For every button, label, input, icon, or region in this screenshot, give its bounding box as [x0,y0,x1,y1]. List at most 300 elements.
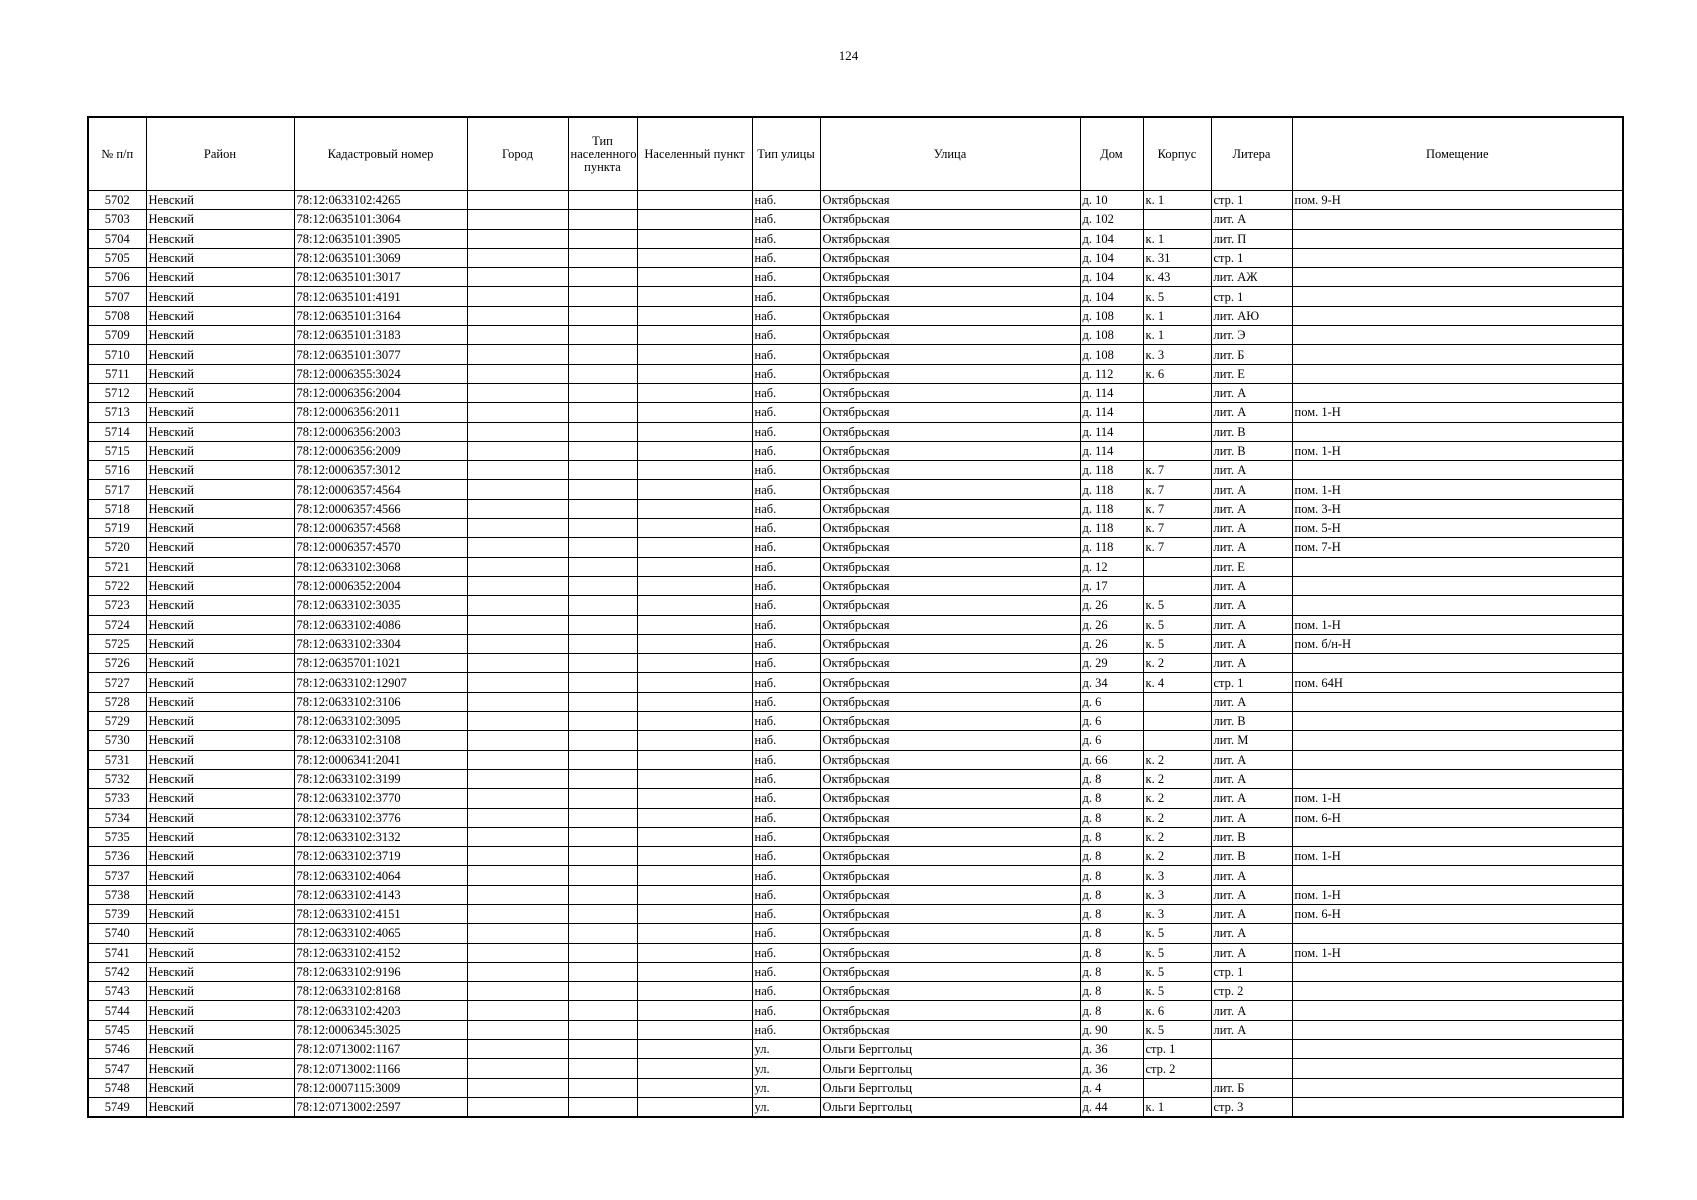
cell-index: 5744 [88,1001,146,1020]
cell-index: 5743 [88,982,146,1001]
cell-building: к. 5 [1143,596,1211,615]
cell-locality [637,519,752,538]
cell-house: д. 114 [1080,441,1143,460]
cell-house: д. 8 [1080,885,1143,904]
header-cell-premises: Помещение [1292,117,1623,191]
cell-street-type: наб. [752,210,820,229]
cell-street: Октябрьская [820,268,1080,287]
cell-district: Невский [146,403,294,422]
cell-street-type: наб. [752,750,820,769]
cell-premises [1292,1097,1623,1117]
cell-house: д. 12 [1080,557,1143,576]
cell-locality-type [568,615,637,634]
cell-locality [637,422,752,441]
cell-city [467,847,568,866]
cell-cadastral-number: 78:12:0635101:3164 [294,306,467,325]
cell-building [1143,210,1211,229]
cell-street-type: наб. [752,885,820,904]
cell-index: 5719 [88,519,146,538]
cell-locality [637,1001,752,1020]
cell-letter: лит. А [1211,538,1292,557]
cell-premises: пом. 9-Н [1292,191,1623,210]
cell-locality [637,596,752,615]
cell-index: 5722 [88,576,146,595]
table-row [88,461,1623,480]
cell-house: д. 104 [1080,229,1143,248]
cell-premises [1292,982,1623,1001]
cell-street-type: наб. [752,808,820,827]
cell-street: Октябрьская [820,403,1080,422]
cell-city [467,499,568,518]
cell-city [467,345,568,364]
cell-building: к. 2 [1143,827,1211,846]
cell-house: д. 36 [1080,1040,1143,1059]
cell-street: Октябрьская [820,306,1080,325]
cell-cadastral-number: 78:12:0633102:12907 [294,673,467,692]
cell-index: 5734 [88,808,146,827]
cell-city [467,943,568,962]
cell-premises: пом. 7-Н [1292,538,1623,557]
table-row [88,287,1623,306]
cell-locality-type [568,422,637,441]
cell-index: 5730 [88,731,146,750]
cell-locality-type [568,847,637,866]
cell-district: Невский [146,769,294,788]
cell-house: д. 8 [1080,1001,1143,1020]
table-row [88,1040,1623,1059]
cell-premises [1292,712,1623,731]
cell-premises [1292,1059,1623,1078]
cell-district: Невский [146,345,294,364]
cell-locality [637,769,752,788]
cell-letter: лит. А [1211,866,1292,885]
cell-locality-type [568,982,637,1001]
cell-city [467,557,568,576]
cell-letter: лит. АЖ [1211,268,1292,287]
cell-street-type: наб. [752,248,820,267]
cell-house: д. 10 [1080,191,1143,210]
cell-cadastral-number: 78:12:0635701:1021 [294,654,467,673]
cell-city [467,789,568,808]
cell-locality [637,538,752,557]
cell-locality [637,615,752,634]
cell-index: 5717 [88,480,146,499]
cell-locality [637,480,752,499]
cell-city [467,1097,568,1117]
cell-district: Невский [146,904,294,923]
cell-locality [637,1097,752,1117]
cell-house: д. 6 [1080,712,1143,731]
cell-index: 5733 [88,789,146,808]
cell-street-type: наб. [752,982,820,1001]
cell-locality [637,750,752,769]
cell-district: Невский [146,1020,294,1039]
table-row [88,866,1623,885]
cell-street: Октябрьская [820,1001,1080,1020]
cell-house: д. 118 [1080,538,1143,557]
cell-locality-type [568,943,637,962]
cell-locality-type [568,1040,637,1059]
cell-premises [1292,596,1623,615]
cell-city [467,904,568,923]
cell-building [1143,731,1211,750]
cell-district: Невский [146,1078,294,1097]
table-row [88,557,1623,576]
cell-letter: лит. А [1211,808,1292,827]
cell-index: 5712 [88,383,146,402]
cell-locality [637,654,752,673]
cell-locality-type [568,904,637,923]
cell-cadastral-number: 78:12:0633102:4151 [294,904,467,923]
cell-street-type: наб. [752,731,820,750]
cell-premises [1292,248,1623,267]
cell-street: Октябрьская [820,326,1080,345]
cell-premises [1292,654,1623,673]
cell-city [467,306,568,325]
table-row [88,306,1623,325]
cell-locality [637,1078,752,1097]
cell-building: к. 5 [1143,615,1211,634]
table-row [88,982,1623,1001]
cell-street: Октябрьская [820,750,1080,769]
cell-premises: пом. 5-Н [1292,519,1623,538]
cell-index: 5710 [88,345,146,364]
table-row [88,538,1623,557]
cell-street-type: наб. [752,924,820,943]
cell-cadastral-number: 78:12:0633102:4086 [294,615,467,634]
cell-house: д. 108 [1080,306,1143,325]
cell-locality [637,789,752,808]
cell-index: 5749 [88,1097,146,1117]
table-row [88,422,1623,441]
cell-cadastral-number: 78:12:0635101:3905 [294,229,467,248]
cell-street-type: наб. [752,461,820,480]
cell-locality-type [568,769,637,788]
cell-street: Октябрьская [820,615,1080,634]
cell-city [467,576,568,595]
cell-district: Невский [146,827,294,846]
cell-letter: стр. 1 [1211,287,1292,306]
cell-locality-type [568,403,637,422]
cell-street: Октябрьская [820,866,1080,885]
cell-street: Октябрьская [820,287,1080,306]
cell-street-type: наб. [752,287,820,306]
cell-street-type: наб. [752,557,820,576]
cell-index: 5741 [88,943,146,962]
cell-city [467,866,568,885]
cell-premises [1292,769,1623,788]
cell-locality [637,827,752,846]
cell-locality-type [568,924,637,943]
cell-building: к. 2 [1143,789,1211,808]
cell-building: к. 1 [1143,191,1211,210]
table-row [88,673,1623,692]
cell-house: д. 108 [1080,345,1143,364]
table-row [88,731,1623,750]
cell-index: 5728 [88,692,146,711]
cell-cadastral-number: 78:12:0006352:2004 [294,576,467,595]
cell-letter: лит. А [1211,924,1292,943]
cell-letter: лит. А [1211,403,1292,422]
table-row [88,924,1623,943]
cell-index: 5747 [88,1059,146,1078]
cell-locality [637,403,752,422]
cell-district: Невский [146,268,294,287]
cell-cadastral-number: 78:12:0006357:4570 [294,538,467,557]
cell-building [1143,692,1211,711]
table-row [88,885,1623,904]
cell-street-type: наб. [752,789,820,808]
cell-premises [1292,364,1623,383]
header-cell-locality-type: Тип населенного пункта [568,117,637,191]
cell-street-type: наб. [752,326,820,345]
cell-cadastral-number: 78:12:0633102:3776 [294,808,467,827]
cell-house: д. 26 [1080,634,1143,653]
cell-premises [1292,731,1623,750]
cell-building: к. 1 [1143,326,1211,345]
cell-street-type: ул. [752,1059,820,1078]
cell-city [467,1078,568,1097]
cell-locality [637,364,752,383]
cell-locality-type [568,383,637,402]
cell-premises: пом. 64Н [1292,673,1623,692]
cell-locality [637,248,752,267]
cell-street-type: наб. [752,519,820,538]
cell-letter: лит. А [1211,885,1292,904]
cell-cadastral-number: 78:12:0635101:3017 [294,268,467,287]
cell-house: д. 118 [1080,499,1143,518]
cell-district: Невский [146,673,294,692]
cell-locality [637,962,752,981]
cell-index: 5718 [88,499,146,518]
cell-premises [1292,210,1623,229]
cell-street: Октябрьская [820,383,1080,402]
cell-district: Невский [146,789,294,808]
cell-district: Невский [146,1097,294,1117]
cell-city [467,654,568,673]
cell-street-type: наб. [752,769,820,788]
cell-premises [1292,345,1623,364]
cell-street-type: наб. [752,673,820,692]
table-row [88,480,1623,499]
cell-premises: пом. 3-Н [1292,499,1623,518]
cell-street: Октябрьская [820,769,1080,788]
table-row [88,1020,1623,1039]
cell-street: Октябрьская [820,808,1080,827]
cell-premises [1292,827,1623,846]
cell-cadastral-number: 78:12:0635101:3183 [294,326,467,345]
cell-locality [637,847,752,866]
cell-letter: лит. В [1211,712,1292,731]
cell-district: Невский [146,982,294,1001]
cell-city [467,210,568,229]
cell-house: д. 36 [1080,1059,1143,1078]
table-row [88,1078,1623,1097]
cell-house: д. 118 [1080,519,1143,538]
table-row [88,769,1623,788]
cell-district: Невский [146,634,294,653]
cell-premises: пом. 1-Н [1292,847,1623,866]
table-row [88,519,1623,538]
cell-house: д. 26 [1080,615,1143,634]
cell-index: 5745 [88,1020,146,1039]
cell-letter: стр. 1 [1211,191,1292,210]
cell-district: Невский [146,596,294,615]
cell-street-type: наб. [752,268,820,287]
cell-house: д. 34 [1080,673,1143,692]
cell-street-type: наб. [752,538,820,557]
cell-locality [637,808,752,827]
cell-building: к. 7 [1143,480,1211,499]
cell-letter: лит. А [1211,615,1292,634]
cell-locality [637,191,752,210]
cell-district: Невский [146,1040,294,1059]
cell-building [1143,422,1211,441]
header-cell-district: Район [146,117,294,191]
cell-cadastral-number: 78:12:0635101:4191 [294,287,467,306]
cell-index: 5732 [88,769,146,788]
cell-building: к. 2 [1143,769,1211,788]
cell-city [467,731,568,750]
cell-letter [1211,1040,1292,1059]
header-cell-street-type: Тип улицы [752,117,820,191]
cell-street: Октябрьская [820,827,1080,846]
cell-premises [1292,268,1623,287]
table-row [88,499,1623,518]
cell-city [467,750,568,769]
cell-cadastral-number: 78:12:0007115:3009 [294,1078,467,1097]
cell-cadastral-number: 78:12:0713002:1167 [294,1040,467,1059]
cell-cadastral-number: 78:12:0635101:3064 [294,210,467,229]
cell-cadastral-number: 78:12:0006357:3012 [294,461,467,480]
cell-index: 5739 [88,904,146,923]
table-row [88,191,1623,210]
cell-house: д. 44 [1080,1097,1143,1117]
cell-locality-type [568,750,637,769]
cell-letter: лит. А [1211,383,1292,402]
cell-locality-type [568,248,637,267]
table-row [88,403,1623,422]
table-row [88,847,1623,866]
cell-street: Октябрьская [820,712,1080,731]
cell-building: к. 3 [1143,885,1211,904]
cell-cadastral-number: 78:12:0635101:3077 [294,345,467,364]
cell-cadastral-number: 78:12:0006356:2009 [294,441,467,460]
cell-letter: лит. В [1211,441,1292,460]
cell-street-type: наб. [752,1020,820,1039]
cell-cadastral-number: 78:12:0633102:9196 [294,962,467,981]
table-row [88,634,1623,653]
cell-street: Ольги Берггольц [820,1059,1080,1078]
cell-locality-type [568,596,637,615]
cell-index: 5704 [88,229,146,248]
cell-house: д. 8 [1080,982,1143,1001]
cell-cadastral-number: 78:12:0633102:3132 [294,827,467,846]
cell-premises [1292,383,1623,402]
cell-house: д. 118 [1080,461,1143,480]
cell-city [467,634,568,653]
cell-locality-type [568,1059,637,1078]
cell-locality-type [568,480,637,499]
table-row [88,576,1623,595]
cell-street: Октябрьская [820,1020,1080,1039]
cell-district: Невский [146,287,294,306]
cell-letter: лит. А [1211,461,1292,480]
cell-letter: стр. 3 [1211,1097,1292,1117]
cell-letter: лит. А [1211,750,1292,769]
cell-locality [637,306,752,325]
cell-cadastral-number: 78:12:0006345:3025 [294,1020,467,1039]
cell-cadastral-number: 78:12:0633102:3108 [294,731,467,750]
cell-locality-type [568,885,637,904]
cell-premises: пом. 1-Н [1292,885,1623,904]
cell-locality [637,326,752,345]
cell-building [1143,1078,1211,1097]
cell-street: Октябрьская [820,441,1080,460]
cell-locality [637,924,752,943]
cell-cadastral-number: 78:12:0633102:4065 [294,924,467,943]
cell-locality [637,1059,752,1078]
cell-building: к. 2 [1143,808,1211,827]
cell-premises: пом. 1-Н [1292,615,1623,634]
cell-street: Октябрьская [820,480,1080,499]
cell-district: Невский [146,808,294,827]
cell-building [1143,383,1211,402]
header-cell-building: Корпус [1143,117,1211,191]
cell-letter: лит. А [1211,1020,1292,1039]
cell-cadastral-number: 78:12:0006357:4568 [294,519,467,538]
cell-index: 5746 [88,1040,146,1059]
cell-city [467,287,568,306]
cell-letter: лит. А [1211,654,1292,673]
cell-city [467,885,568,904]
cell-street-type: наб. [752,615,820,634]
cell-letter: стр. 1 [1211,248,1292,267]
cell-city [467,615,568,634]
cell-premises [1292,750,1623,769]
cell-locality [637,229,752,248]
cell-locality-type [568,1097,637,1117]
cell-index: 5737 [88,866,146,885]
cell-city [467,403,568,422]
cell-city [467,673,568,692]
cell-locality [637,712,752,731]
cell-district: Невский [146,692,294,711]
cell-letter: лит. А [1211,692,1292,711]
cell-street: Октябрьская [820,345,1080,364]
cell-district: Невский [146,712,294,731]
cell-locality-type [568,519,637,538]
page-number: 124 [838,48,859,63]
cell-premises: пом. б/н-Н [1292,634,1623,653]
cell-letter: лит. А [1211,634,1292,653]
cell-locality [637,345,752,364]
cell-district: Невский [146,866,294,885]
cell-locality [637,499,752,518]
cell-city [467,692,568,711]
cell-index: 5727 [88,673,146,692]
cell-street: Октябрьская [820,557,1080,576]
cell-index: 5731 [88,750,146,769]
cell-street: Ольги Берггольц [820,1097,1080,1117]
cell-street: Ольги Берггольц [820,1078,1080,1097]
cell-locality [637,885,752,904]
cell-district: Невский [146,383,294,402]
cell-premises [1292,461,1623,480]
cell-building: к. 5 [1143,982,1211,1001]
cell-house: д. 104 [1080,268,1143,287]
cell-city [467,1020,568,1039]
